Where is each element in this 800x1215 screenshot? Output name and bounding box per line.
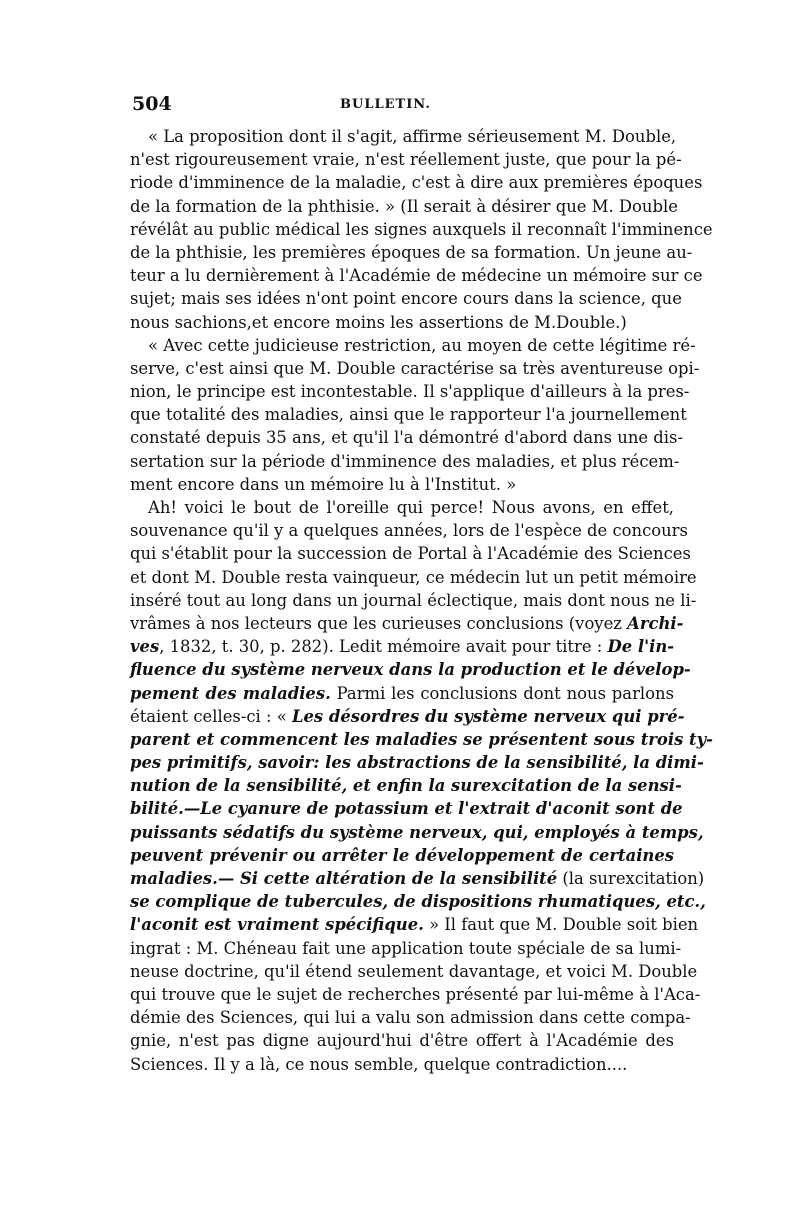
text-segment: nion, le principe est incontestable. Il s'applique d'ailleurs à la pres- <box>130 382 690 402</box>
text-line <box>130 450 680 473</box>
page-number: 504 <box>132 93 172 115</box>
text-line <box>130 635 674 658</box>
text-segment: , 1832, t. 30, p. 282). Ledit mémoire avait pour titre : <box>159 637 608 657</box>
text-line <box>130 728 713 751</box>
text-segment: (la surexcitation) <box>557 869 705 888</box>
italic-segment: maladies.— Si cette altération de la sensibilité <box>130 869 558 888</box>
text-line <box>130 612 684 635</box>
text-line <box>130 797 683 820</box>
text-line <box>130 357 700 380</box>
text-line <box>130 148 682 171</box>
italic-segment: Archi- <box>627 613 684 633</box>
text-segment: sertation sur la période d'imminence des maladies, et plus récem- <box>130 451 680 471</box>
italic-segment: nution de la sensibilité, et enfin la surexcitation de la sensi- <box>130 776 682 796</box>
text-line <box>130 380 690 403</box>
text-line <box>130 705 685 728</box>
italic-segment: puissants sédatifs du système nerveux, qui, employés à temps, <box>130 822 704 842</box>
text-segment: gnie, n'est pas digne aujourd'hui d'être offert à l'Académie des <box>130 1031 674 1051</box>
italic-segment: pement des maladies. <box>130 683 331 703</box>
page-header <box>132 93 672 117</box>
text-segment: « Avec cette judicieuse restriction, au moyen de cette légitime ré- <box>148 335 696 355</box>
italic-segment: ves <box>130 637 160 657</box>
text-segment: Parmi les conclusions dont nous parlons <box>330 683 674 703</box>
text-segment: souvenance qu'il y a quelques années, lors de l'espèce de concours <box>130 521 688 541</box>
text-segment: ment encore dans un mémoire lu à l'Institut. » <box>130 474 517 494</box>
text-line <box>130 473 674 496</box>
text-segment: teur a lu dernièrement à l'Académie de médecine un mémoire sur ce <box>130 266 703 286</box>
text-segment: n'est rigoureusement vraie, n'est réellement juste, que pour la pé- <box>130 150 682 170</box>
text-line <box>130 542 691 565</box>
italic-segment: parent et commencent les maladies se présentent sous trois ty- <box>130 729 713 749</box>
text-line <box>130 125 677 148</box>
text-line <box>130 983 701 1006</box>
italic-segment: l'aconit est vraiment spécifique. <box>130 915 424 935</box>
text-segment: sujet; mais ses idées n'ont point encore cours dans la science, que <box>130 289 682 309</box>
text-line <box>130 751 704 774</box>
italic-segment: Les désordres du système nerveux qui pré- <box>291 706 685 726</box>
body-text <box>130 125 713 1076</box>
text-segment: constaté depuis 35 ans, et qu'il l'a démontré d'abord dans une dis- <box>130 428 683 448</box>
text-segment: et dont M. Double resta vainqueur, ce médecin lut un petit mémoire <box>130 567 697 587</box>
text-segment: de la phthisie, les premières époques de sa formation. Un jeune au- <box>130 242 693 262</box>
italic-segment: se complique de tubercules, de dispositions rhumatiques, etc., <box>130 892 706 912</box>
text-line <box>130 287 682 310</box>
text-segment: ingrat : M. Chéneau fait une application toute spéciale de sa lumi- <box>130 938 682 958</box>
text-segment: Sciences. Il y a là, ce nous semble, quelque contradiction.... <box>130 1054 628 1074</box>
text-line <box>130 426 683 449</box>
text-segment: démie des Sciences, qui lui a valu son admission dans cette compa- <box>130 1008 691 1028</box>
text-line <box>130 566 697 589</box>
italic-segment: De l'in- <box>607 637 675 657</box>
text-segment: nous sachions,et encore moins les assertions de M.Double.) <box>130 312 627 332</box>
text-line <box>130 195 678 218</box>
text-segment: qui trouve que le sujet de recherches présenté par lui-même à l'Aca- <box>130 984 701 1004</box>
text-segment: neuse doctrine, qu'il étend seulement davantage, et voici M. Double <box>130 961 698 981</box>
text-line <box>130 218 713 241</box>
text-line <box>130 589 697 612</box>
text-line <box>130 403 687 426</box>
text-segment: de la formation de la phthisie. » (Il serait à désirer que M. Double <box>130 196 678 216</box>
text-line <box>130 844 674 867</box>
text-line <box>130 496 674 519</box>
text-line <box>130 774 682 797</box>
text-segment: serve, c'est ainsi que M. Double caractérise sa très aventureuse opi- <box>130 358 700 378</box>
text-line <box>130 890 706 913</box>
text-segment: vrâmes à nos lecteurs que les curieuses conclusions (voyez <box>130 613 628 633</box>
text-line <box>130 960 698 983</box>
text-segment: révélât au public médical les signes auxquels il reconnaît l'imminence <box>130 219 713 239</box>
italic-segment: peuvent prévenir ou arrêter le développement de certaines <box>130 845 674 865</box>
italic-segment: bilité.—Le cyanure de potassium et l'extrait d'aconit sont de <box>130 799 683 819</box>
text-segment: Ah! voici le bout de l'oreille qui perce! Nous avons, en effet, <box>148 498 674 517</box>
text-line <box>130 311 674 334</box>
text-segment: qui s'établit pour la succession de Portal à l'Académie des Sciences <box>130 544 691 564</box>
text-segment: « La proposition dont il s'agit, affirme sérieusement M. Double, <box>148 127 677 146</box>
text-line <box>130 334 696 357</box>
text-segment: étaient celles-ci : « <box>130 706 292 726</box>
text-line <box>130 658 691 681</box>
text-line <box>130 241 693 264</box>
text-line <box>130 867 705 890</box>
text-line <box>130 1006 691 1029</box>
text-line <box>130 171 703 194</box>
text-line <box>130 264 703 287</box>
running-head: BULLETIN. <box>340 97 431 112</box>
text-line <box>130 682 674 705</box>
text-line <box>130 913 699 936</box>
text-line <box>130 821 704 844</box>
text-line <box>130 1029 674 1052</box>
text-segment: inséré tout au long dans un journal éclectique, mais dont nous ne li- <box>130 590 697 610</box>
text-line <box>130 519 688 542</box>
text-line <box>130 937 682 960</box>
text-line <box>130 1053 674 1076</box>
italic-segment: pes primitifs, savoir: les abstractions de la sensibilité, la dimi- <box>130 753 704 773</box>
text-segment: riode d'imminence de la maladie, c'est à dire aux premières époques <box>130 173 703 193</box>
text-segment: » Il faut que M. Double soit bien <box>423 915 699 935</box>
text-segment: que totalité des maladies, ainsi que le rapporteur l'a journellement <box>130 405 687 425</box>
italic-segment: fluence du système nerveux dans la production et le dévelop- <box>130 660 691 680</box>
